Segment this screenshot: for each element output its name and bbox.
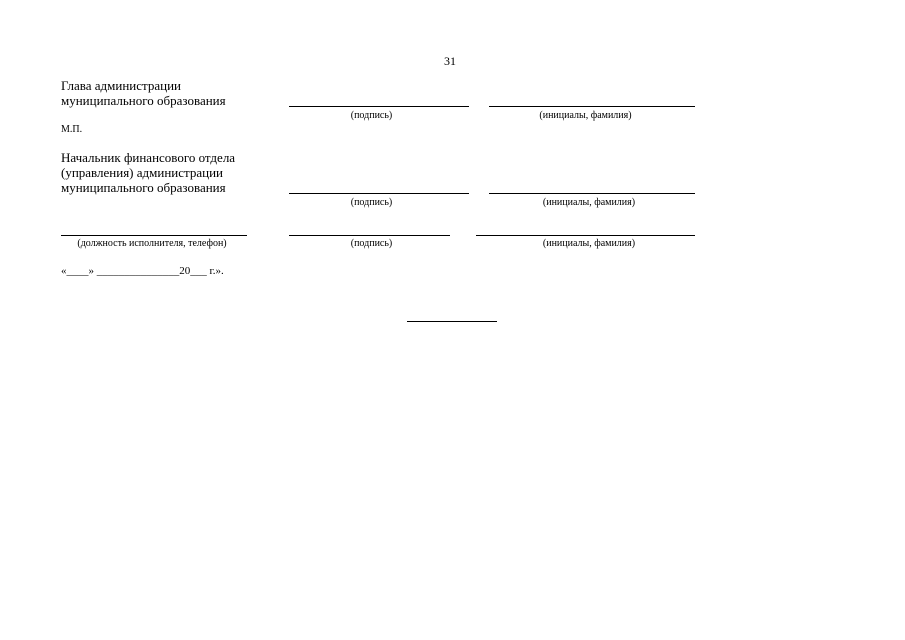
finance-initials-line xyxy=(489,193,695,194)
finance-title-line2: (управления) администрации xyxy=(61,165,223,180)
head-signature-caption: (подпись) xyxy=(350,110,393,121)
finance-initials-caption: (инициалы, фамилия) xyxy=(542,197,636,208)
finance-title-line1: Начальник финансового отдела xyxy=(61,150,236,165)
date-line: «____» _______________20___ г.». xyxy=(61,265,224,277)
head-signature-line xyxy=(289,106,469,107)
head-title-line1: Глава администрации xyxy=(61,78,182,93)
finance-signature-line xyxy=(289,193,469,194)
stamp-label: М.П. xyxy=(61,124,83,135)
head-initials-caption: (инициалы, фамилия) xyxy=(539,110,632,121)
closing-separator xyxy=(407,321,497,322)
executor-position-caption: (должность исполнителя, телефон) xyxy=(77,238,227,249)
executor-position-line xyxy=(61,235,247,236)
executor-initials-line xyxy=(476,235,695,236)
executor-signature-line xyxy=(289,235,450,236)
page-number: 31 xyxy=(444,54,456,68)
executor-initials-caption: (инициалы, фамилия) xyxy=(542,238,636,249)
finance-signature-caption: (подпись) xyxy=(350,197,393,208)
head-initials-line xyxy=(489,106,695,107)
finance-title-line3: муниципального образования xyxy=(61,180,226,195)
executor-signature-caption: (подпись) xyxy=(350,238,393,249)
head-title-line2: муниципального образования xyxy=(61,93,226,108)
